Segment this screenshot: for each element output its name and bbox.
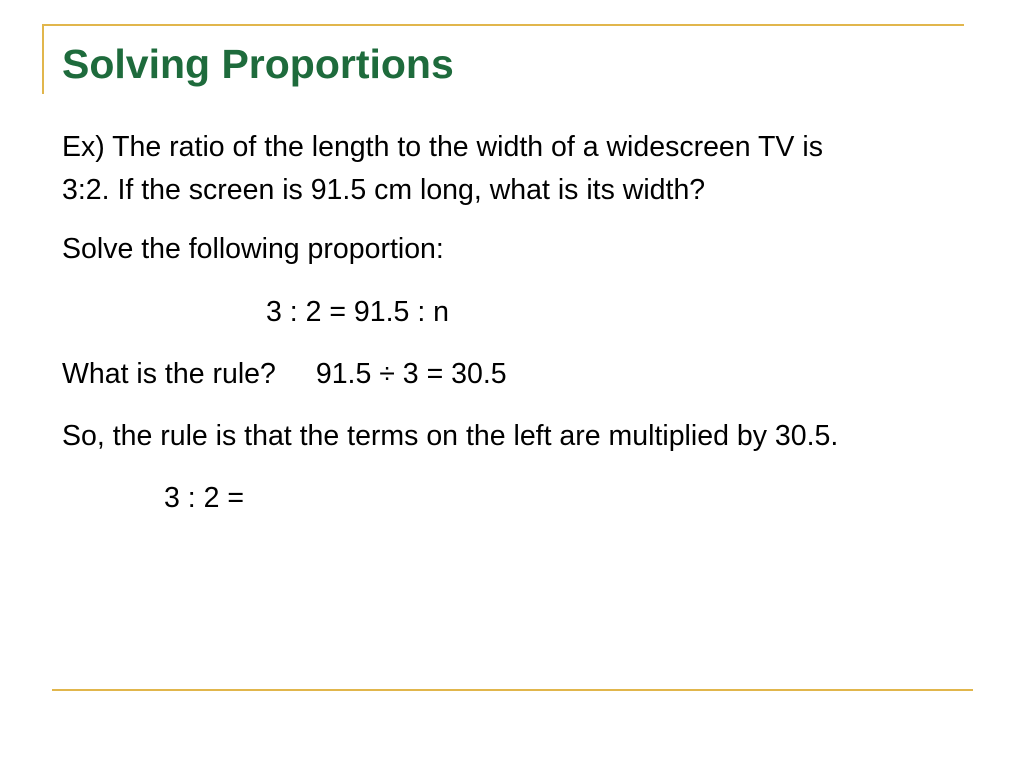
frame-bottom-line — [52, 689, 973, 691]
partial-answer: 3 : 2 = — [164, 482, 245, 514]
instruction-text: Solve the following proportion: — [62, 233, 444, 265]
frame-left-line — [42, 24, 44, 94]
proportion-equation: 3 : 2 = 91.5 : n — [266, 296, 450, 328]
example-line-1: Ex) The ratio of the length to the width of a widescreen TV is — [62, 131, 823, 163]
rule-line — [62, 357, 507, 391]
slide-title: Solving Proportions — [62, 41, 454, 87]
rule-answer: 91.5 ÷ 3 = 30.5 — [315, 358, 507, 390]
rule-explanation: So, the rule is that the terms on the left are multiplied by 30.5. — [62, 420, 839, 452]
example-line-2: 3:2. If the screen is 91.5 cm long, what is its width? — [62, 174, 706, 206]
rule-question: What is the rule? — [62, 358, 276, 390]
frame-top-line — [42, 24, 964, 26]
